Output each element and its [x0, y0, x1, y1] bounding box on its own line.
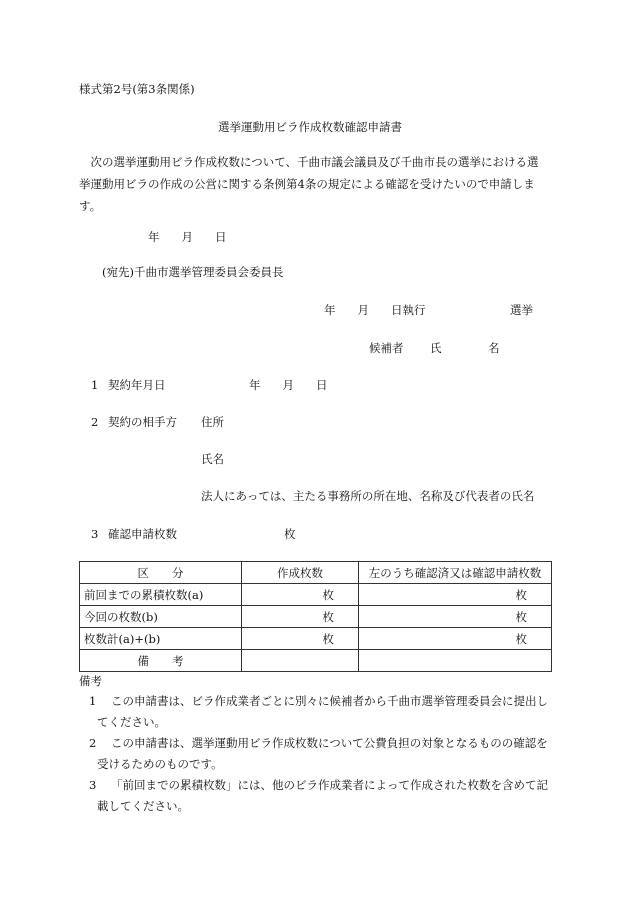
candidate-shi: 氏 [430, 341, 442, 355]
table-header: 作成枚数 [242, 562, 359, 584]
election-line [324, 305, 426, 317]
note-item [79, 733, 551, 754]
item1-date [249, 380, 328, 392]
row-col2: 枚 [242, 584, 359, 606]
note-line2: 載してください。 [97, 799, 189, 813]
note-num: 3 [89, 778, 97, 792]
form-label: 様式第2号(第3条関係) [79, 82, 195, 96]
count-table [79, 561, 552, 672]
note-line2: てください。 [97, 715, 166, 729]
note-num: 1 [89, 694, 97, 708]
row-col2: 枚 [242, 606, 359, 628]
note-item [79, 691, 551, 712]
date-month: 月 [181, 230, 193, 244]
election-year: 年 [324, 303, 336, 317]
note-line2: 受けるためのものです。 [97, 757, 223, 771]
item2-num: 2 [91, 415, 99, 429]
item3-label: 確認申請枚数 [108, 527, 177, 541]
notes-heading: 備考 [79, 674, 102, 688]
table-header-row [80, 562, 552, 584]
election-month: 月 [357, 303, 369, 317]
addressee: (宛先)千曲市選挙管理委員会委員長 [102, 265, 284, 279]
note-line1: この申請書は、選挙運動用ビラ作成枚数について公費負担の対象となるものの確認を [111, 736, 548, 750]
item2-name: 氏名 [201, 452, 224, 466]
notes-list [79, 691, 551, 817]
item1-label: 契約年月日 [108, 378, 166, 392]
date-line [148, 232, 227, 244]
date-day: 日 [215, 230, 227, 244]
item2-corp: 法人にあっては、主たる事務所の所在地、名称及び代表者の氏名 [201, 489, 535, 503]
row-label: 枚数計(a)+(b) [80, 628, 242, 650]
table-row [80, 606, 552, 628]
table-remarks-row [80, 650, 552, 672]
note-line1: 「前回までの累積枚数」には、他のビラ作成業者によって作成された枚数を含めて記 [111, 778, 548, 792]
row-label: 前回までの累積枚数(a) [80, 584, 242, 606]
item2-label: 契約の相手方 [108, 415, 177, 429]
candidate-mei: 名 [488, 341, 500, 355]
table-row [80, 584, 552, 606]
election-kind: 選挙 [510, 303, 533, 317]
candidate-label: 候補者 [369, 341, 404, 355]
row-col3: 枚 [359, 584, 552, 606]
item1-day: 日 [316, 378, 328, 392]
date-year: 年 [148, 230, 160, 244]
table-header: 左のうち確認済又は確認申請枚数 [359, 562, 552, 584]
document-title: 選挙運動用ビラ作成枚数確認申請書 [218, 120, 402, 134]
item2-address: 住所 [201, 415, 224, 429]
table-header: 区 分 [80, 562, 242, 584]
item1-month: 月 [282, 378, 294, 392]
item1-year: 年 [249, 378, 261, 392]
item3-unit: 枚 [284, 527, 296, 541]
remarks-cell [359, 650, 552, 672]
election-day-exec: 日執行 [391, 303, 426, 317]
intro-paragraph: 次の選挙運動用ビラ作成枚数について、千曲市議会議員及び千曲市長の選挙における選挙運動用ビラの作成の公営に関する条例第4条の規定による確認を受けたいので申請します。 [79, 155, 539, 213]
note-line1: この申請書は、ビラ作成業者ごとに別々に候補者から千曲市選挙管理委員会に提出し [111, 694, 548, 708]
item1-num: 1 [91, 378, 99, 392]
note-item [79, 775, 551, 796]
remarks-cell [242, 650, 359, 672]
row-col3: 枚 [359, 628, 552, 650]
row-label: 今回の枚数(b) [80, 606, 242, 628]
row-col2: 枚 [242, 628, 359, 650]
remarks-label: 備 考 [80, 650, 242, 672]
item3-num: 3 [91, 527, 99, 541]
table-row [80, 628, 552, 650]
row-col3: 枚 [359, 606, 552, 628]
note-num: 2 [89, 736, 97, 750]
